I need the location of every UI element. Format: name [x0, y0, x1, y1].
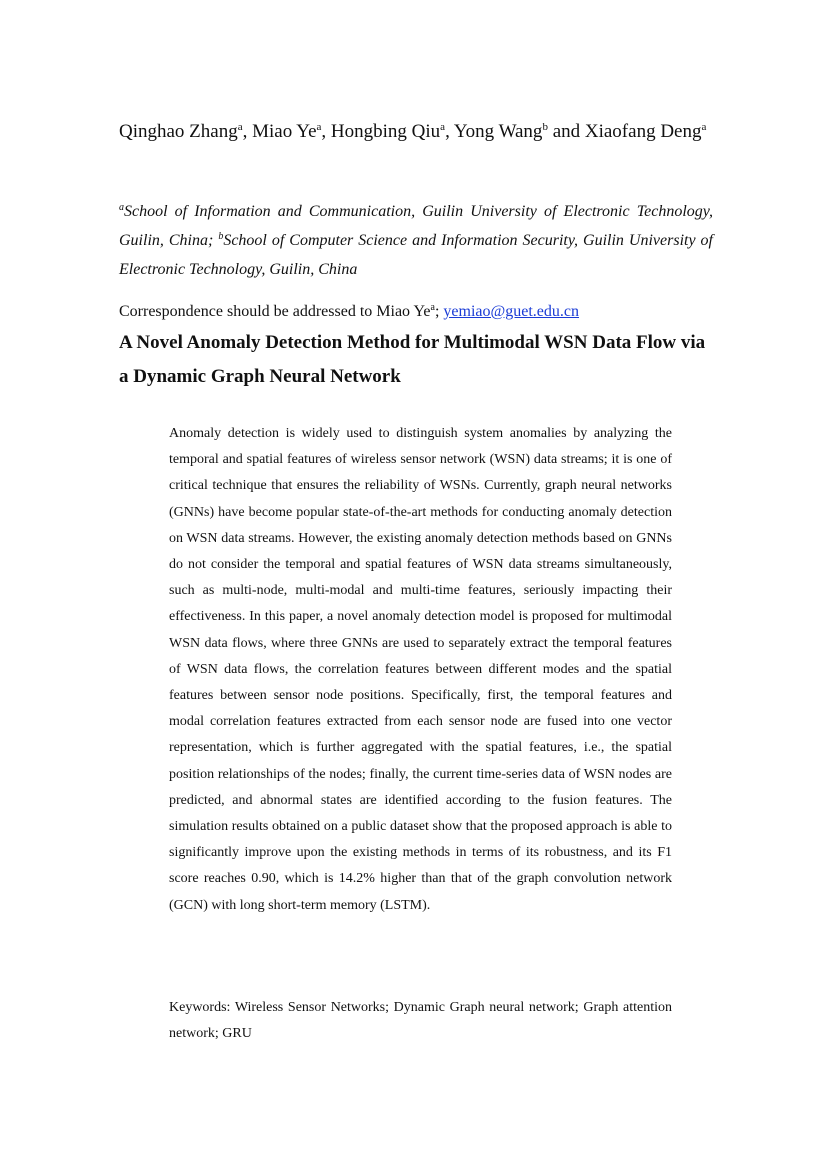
author-separator: ,	[445, 121, 454, 142]
affiliations	[119, 197, 713, 284]
keywords: Keywords: Wireless Sensor Networks; Dynamic Graph neural network; Graph attention network; GRU	[169, 1000, 672, 1042]
correspondence-prefix: Correspondence should be addressed to Miao Ye	[119, 303, 431, 320]
author-separator: ,	[242, 121, 253, 142]
affiliation-mark: a	[119, 202, 124, 213]
affiliation-mark: a	[430, 302, 435, 313]
affiliation-mark: a	[316, 121, 322, 133]
affiliation-text: School of Information and Communication, Guilin University of Electronic Technology, Guilin, China;	[119, 203, 713, 249]
author: Qinghao Zhang$^a$	[119, 121, 243, 142]
affiliation-text: School of Computer Science and Information Security, Guilin University of Electronic Technology, Guilin, China	[119, 232, 713, 278]
email-link[interactable]: yemiao@guet.edu.cn	[443, 303, 579, 320]
affiliation-mark: a	[237, 121, 243, 133]
abstract: Anomaly detection is widely used to distinguish system anomalies by analyzing the temporal and spatial features of wireless sensor network (WSN) data streams; it is one of critical technique that ensures the reliability of WSNs. Currently, graph neural networks (GNNs) have become popular state-of-the-art methods for conducting anomaly detection on WSN data streams. However, the existing anomaly detection methods based on GNNs do not consider the temporal and spatial features of WSN data streams simultaneously, such as multi-node, multi-modal and multi-time features, seriously impacting their effectiveness. In this paper, a novel anomaly detection model is proposed for multimodal WSN data flows, where three GNNs are used to separately extract the temporal features of WSN data flows, the correlation features between different modes and the spatial features between sensor node positions. Specifically, first, the temporal features and modal correlation features extracted from each sensor node are fused into one vector representation, which is further aggregated with the spatial features, i.e., the spatial position relationships of the nodes; finally, the current time-series data of WSN nodes are predicted, and abnormal states are identified according to the fusion features. The simulation results obtained on a public dataset show that the proposed approach is able to significantly improve upon the existing methods in terms of its robustness, and its F1 score reaches 0.90, which is 14.2% higher than that of the graph convolution network (GCN) with long short-term memory (LSTM).	[169, 426, 672, 913]
affiliation-mark: b	[542, 121, 548, 133]
author: Yong Wang$^b$	[453, 121, 548, 142]
paper-title: A Novel Anomaly Detection Method for Multimodal WSN Data Flow via a Dynamic Graph Neural Network	[119, 332, 706, 387]
author-separator: and	[547, 121, 585, 142]
affiliation-mark: a	[440, 121, 446, 133]
author: Miao Ye$^a$	[252, 121, 322, 142]
author-list	[119, 115, 713, 149]
correspondence-line: Correspondence should be addressed to Miao Ye$^a$; yemiao@guet.edu.cn	[119, 302, 579, 320]
affiliation-mark: a	[701, 121, 707, 133]
affiliation-mark: b	[218, 231, 224, 242]
author-separator: ,	[321, 121, 331, 142]
author: Xiaofang Deng$^a$	[584, 121, 707, 142]
author: Hongbing Qiu$^a$	[330, 121, 446, 142]
